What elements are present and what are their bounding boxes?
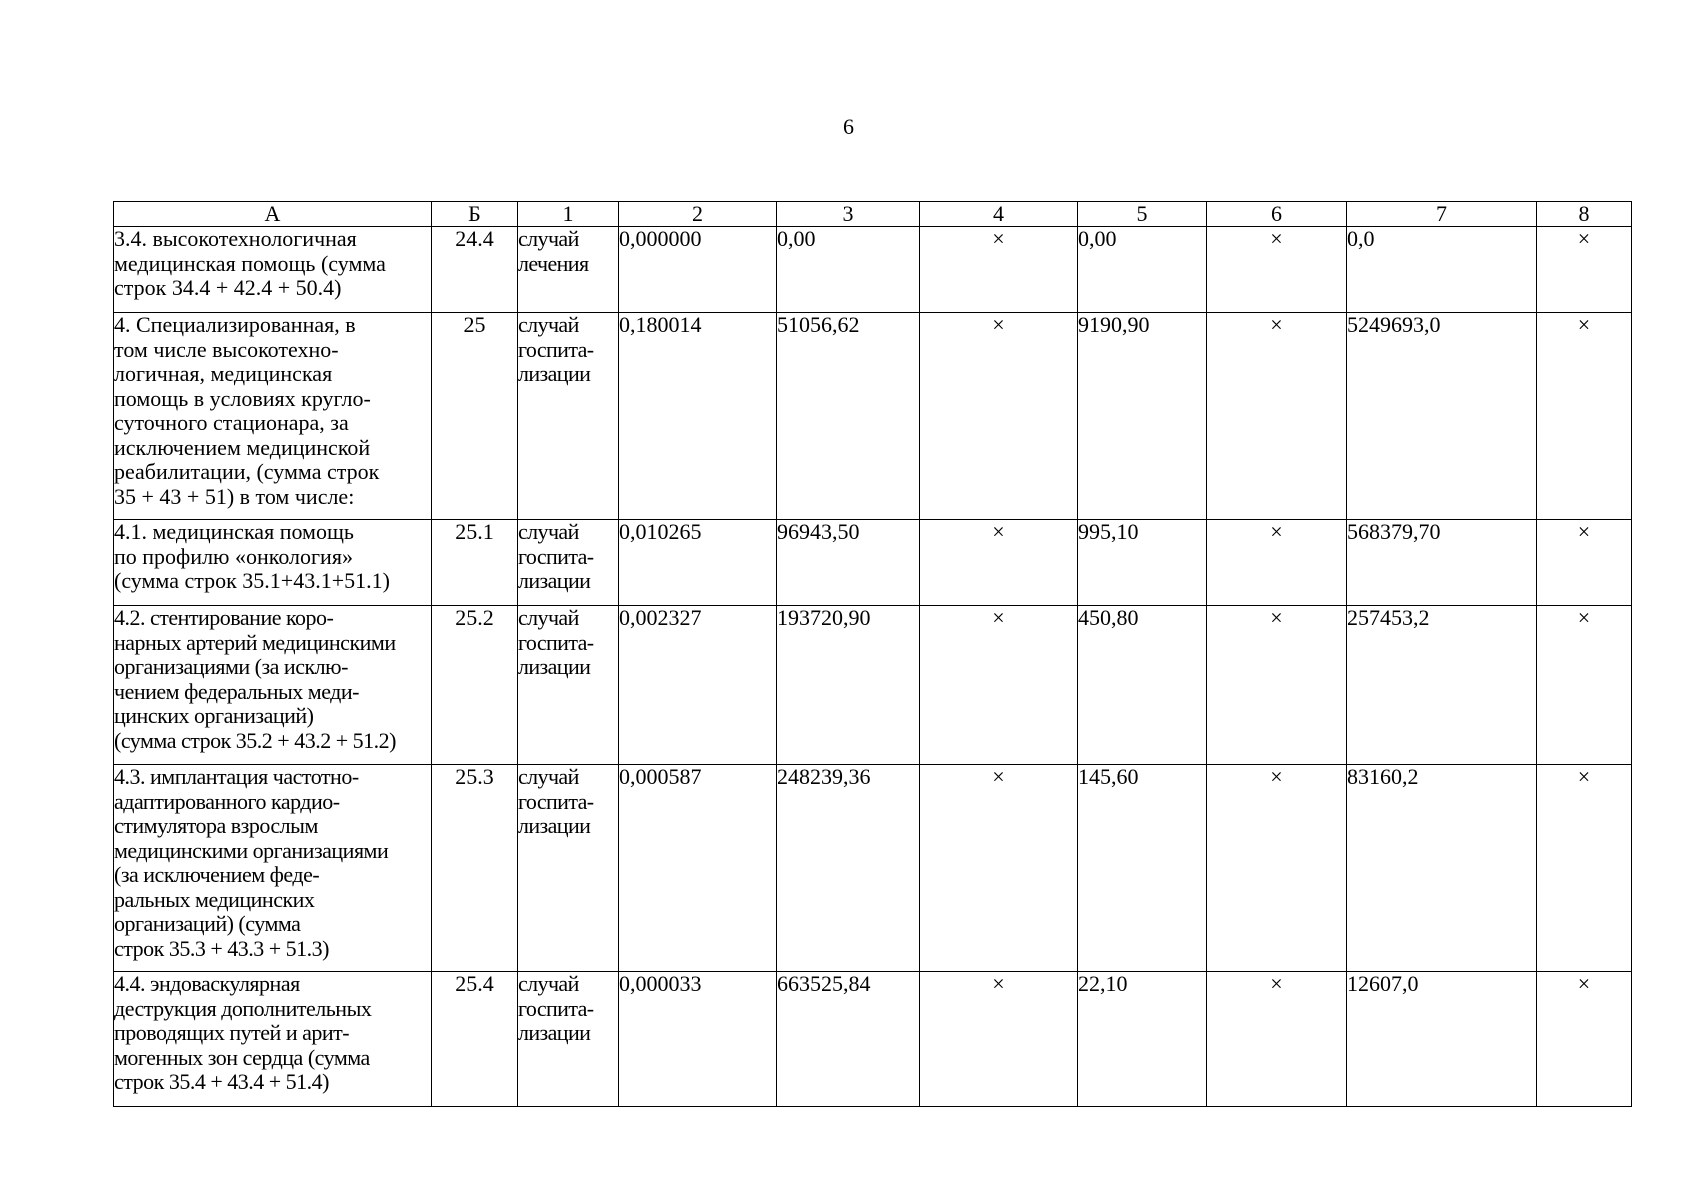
row-code: 24.4 (432, 227, 518, 313)
row-name: 4.1. медицинская помощь по профилю «онкология» (сумма строк 35.1+43.1+51.1) (114, 519, 390, 593)
header-col-1: 1 (518, 202, 619, 227)
row-col-7: 0,0 (1347, 227, 1537, 313)
row-col-8: × (1537, 313, 1632, 520)
row-col-4: × (920, 227, 1078, 313)
row-col-2: 0,000033 (619, 972, 777, 1107)
table-row (114, 765, 1632, 972)
row-col-7: 5249693,0 (1347, 313, 1537, 520)
row-col-8: × (1537, 227, 1632, 313)
header-col-b: Б (432, 202, 518, 227)
table-row (114, 972, 1632, 1107)
row-col-3: 96943,50 (777, 520, 920, 606)
row-col-8: × (1537, 606, 1632, 765)
row-unit-cell (518, 765, 619, 972)
header-col-3: 3 (777, 202, 920, 227)
row-name: 4.3. имплантация частотно- адаптированного кардио- стимулятора взрослым медицинскими организациями (за исключением феде- ральных медицинских организаций) (сумма строк 35.3 + 43.3 + 51.3) (114, 764, 389, 961)
row-unit-cell (518, 972, 619, 1107)
row-col-3: 248239,36 (777, 765, 920, 972)
row-unit: случай госпита- лизации (518, 605, 594, 679)
row-col-4: × (920, 520, 1078, 606)
header-col-5: 5 (1078, 202, 1207, 227)
row-unit: случай госпита- лизации (518, 764, 594, 838)
row-col-2: 0,010265 (619, 520, 777, 606)
row-col-7: 257453,2 (1347, 606, 1537, 765)
row-name-cell (114, 765, 432, 972)
row-code: 25.4 (432, 972, 518, 1107)
row-col-6: × (1207, 520, 1347, 606)
row-col-5: 995,10 (1078, 520, 1207, 606)
row-code: 25.3 (432, 765, 518, 972)
header-col-6: 6 (1207, 202, 1347, 227)
row-name: 3.4. высокотехнологичная медицинская помощь (сумма строк 34.4 + 42.4 + 50.4) (114, 226, 386, 300)
row-name-cell (114, 606, 432, 765)
row-col-4: × (920, 313, 1078, 520)
row-col-4: × (920, 972, 1078, 1107)
row-col-5: 0,00 (1078, 227, 1207, 313)
row-col-8: × (1537, 765, 1632, 972)
row-code: 25.2 (432, 606, 518, 765)
row-col-6: × (1207, 972, 1347, 1107)
row-col-7: 12607,0 (1347, 972, 1537, 1107)
row-col-2: 0,002327 (619, 606, 777, 765)
row-name: 4. Специализированная, в том числе высокотехно- логичная, медицинская помощь в условиях кругло- суточного стационара, за исключением медицинской реабилитации, (сумма строк 35 + 43 + 51) в том числе: (114, 312, 380, 509)
row-col-5: 450,80 (1078, 606, 1207, 765)
row-unit-cell (518, 606, 619, 765)
row-col-3: 51056,62 (777, 313, 920, 520)
row-col-8: × (1537, 972, 1632, 1107)
row-name-cell (114, 313, 432, 520)
row-unit: случай госпита- лизации (518, 312, 594, 386)
row-col-6: × (1207, 227, 1347, 313)
row-col-4: × (920, 765, 1078, 972)
header-col-4: 4 (920, 202, 1078, 227)
row-unit: случай госпита- лизации (518, 971, 594, 1045)
row-col-2: 0,000000 (619, 227, 777, 313)
row-name: 4.4. эндоваскулярная деструкция дополнительных проводящих путей и арит- могенных зон сердца (сумма строк 35.4 + 43.4 + 51.4) (114, 971, 372, 1094)
row-col-4: × (920, 606, 1078, 765)
row-unit-cell (518, 313, 619, 520)
row-name-cell (114, 520, 432, 606)
row-col-3: 0,00 (777, 227, 920, 313)
table-row (114, 520, 1632, 606)
row-col-6: × (1207, 313, 1347, 520)
row-unit: случай госпита- лизации (518, 519, 594, 593)
data-table (113, 201, 1632, 1107)
row-col-3: 663525,84 (777, 972, 920, 1107)
row-col-2: 0,000587 (619, 765, 777, 972)
row-col-7: 83160,2 (1347, 765, 1537, 972)
row-name-cell (114, 227, 432, 313)
row-col-6: × (1207, 765, 1347, 972)
row-code: 25 (432, 313, 518, 520)
table-row (114, 606, 1632, 765)
row-col-5: 145,60 (1078, 765, 1207, 972)
row-col-3: 193720,90 (777, 606, 920, 765)
row-unit-cell (518, 227, 619, 313)
row-code: 25.1 (432, 520, 518, 606)
table-row (114, 227, 1632, 313)
row-unit: случай лечения (518, 226, 589, 276)
row-col-6: × (1207, 606, 1347, 765)
page-number: 6 (843, 114, 854, 139)
header-col-8: 8 (1537, 202, 1632, 227)
row-col-7: 568379,70 (1347, 520, 1537, 606)
table-header-row (114, 202, 1632, 227)
header-col-a: А (114, 202, 432, 227)
row-name-cell (114, 972, 432, 1107)
header-col-2: 2 (619, 202, 777, 227)
row-name: 4.2. стентирование коро- нарных артерий медицинскими организациями (за исклю- чением федеральных меди- цинских организаций) (сумма строк 35.2 + 43.2 + 51.2) (114, 605, 396, 753)
header-col-7: 7 (1347, 202, 1537, 227)
row-unit-cell (518, 520, 619, 606)
row-col-5: 9190,90 (1078, 313, 1207, 520)
row-col-2: 0,180014 (619, 313, 777, 520)
row-col-8: × (1537, 520, 1632, 606)
row-col-5: 22,10 (1078, 972, 1207, 1107)
table-row (114, 313, 1632, 520)
